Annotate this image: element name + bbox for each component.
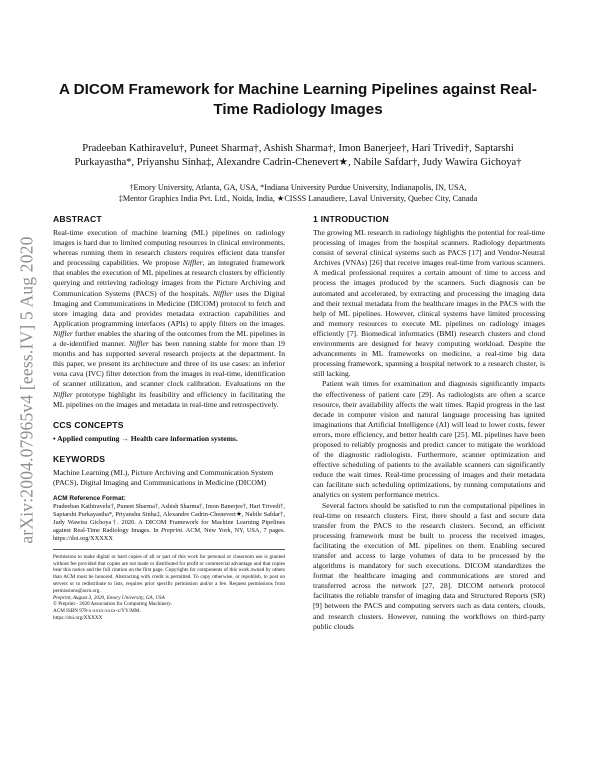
right-column — [313, 214, 545, 632]
paper-title: A DICOM Framework for Machine Learning Pipelines against Real-Time Radiology Images — [59, 81, 537, 118]
intro-paragraph: Several factors should be satisfied to run the computational pipelines in real-time on research clusters. First, there should a fast and secure data transfer from the PACS to the research clusters. Second, an efficient processing framework must be built to process the received images, facilitating the execution of ML pipelines on them. Enabling secured transfer and access to large volumes of data to be processed by the algorithms is mandatory for such executions. DICOM standardizes the format the healthcare imaging and communications are stored and transferred across the network [27, 28]. DICOM network protocol facilitates the reliable transfer of imaging data and Structured Reports (SR) [9] between the PACS and computing servers such as data centers, clouds, and research clusters. However, running the workflows on third-party public clouds — [313, 500, 545, 631]
abstract-fragment: uses the Digital Imaging and Communications in Medicine (DICOM) protocol to fetch and store imaging data and provides metadata extraction capabilities and Application programming interfaces (APIs) to apply filters on the images. — [53, 288, 285, 328]
doi-link[interactable]: https://doi.org/XXXXX — [53, 615, 103, 622]
acm-reference-text: Pradeeban Kathiravelu†, Puneet Sharma†, Ashish Sharma†, Imon Banerjee†, Hari Trivedi†, Saptarshi Purkayastha*, Priyanshu Sinha‡, Alexandre Cadrin-Chenevert★, Nabile Safdar†, Judy Wawira Gichoya†. 2020. A DICOM Framework for Machine Learning Pipelines against Real-Time Radiology Images. In — [53, 502, 285, 534]
niffler-term: Niffler — [53, 389, 73, 399]
niffler-term: Niffler — [128, 339, 149, 349]
permission-text: Permission to make digital or hard copies of all or part of this work for personal or classroom use is granted without fee provided that copies are not made or distributed for profit or commercial advantage and that copies bear this notice and the full citation on the first page. Copyrights for components of this work owned by others than ACM must be honored. Abstracting with credit is permitted. To copy otherwise, or republish, to post on servers or to redistribute to lists, requires prior specific permission and/or a fee. Request permissions from permissions@acm.org. — [53, 553, 285, 594]
abstract-text — [53, 228, 285, 410]
abstract-fragment: further enables the sharing of the outcomes from the ML pipelines in a de-identified manner. — [53, 328, 285, 349]
ccs-heading: CCS CONCEPTS — [53, 419, 124, 430]
niffler-term: Niffler — [182, 258, 203, 268]
introduction-heading: 1 INTRODUCTION — [313, 214, 389, 224]
abstract-fragment: has been running stable for more than 19 months and has supported several research projects at the department. In this paper, we present its architecture and three of its use cases: an inferior vena cava (IVC) filter detection from the images in real-time, identification of scanner utilization, and scanner clock calibration. Evaluations on the — [53, 339, 285, 389]
abstract-fragment: , an integrated framework that enables the execution of ML pipelines at research clusters by efficiently querying and retrieving radiology images from the Picture Archiving and Communication Systems (PACS) of the hospitals. — [53, 258, 285, 298]
abstract-fragment: Real-time execution of machine learning (ML) pipelines on radiology images is hard due to limited computing resources in clinical environments, whereas running them in research clusters requires efficient data transfer and processing capabilities. We propose — [53, 228, 285, 268]
copyright-line: © Preprint - 2020 Association for Computing Machinery. — [53, 601, 172, 608]
abstract-heading: ABSTRACT — [53, 214, 102, 224]
acm-reference-heading: ACM Reference Format: — [53, 494, 126, 502]
acm-reference-venue: Preprint. — [161, 526, 184, 534]
ccs-item: • Applied computing → Health care information systems. — [53, 433, 238, 443]
keywords-text: Machine Learning (ML), Picture Archiving and Communication System (PACS), Digital Imaging and Communications in Medicine (DICOM) — [53, 467, 274, 487]
affiliations — [54, 182, 542, 204]
ccs-concept — [53, 434, 285, 444]
niffler-term: Niffler — [212, 288, 233, 298]
preprint-date: Preprint, August 3, 2020, — [53, 594, 107, 601]
arxiv-sidebar — [10, 200, 44, 580]
abstract-fragment: prototype highlight its feasibility and efficiency in facilitating the ML pipelines on the images and metadata in real-time and retrospectively. — [53, 389, 285, 409]
preprint-venue: Emory University, GA, USA — [106, 594, 165, 601]
permission-notice — [53, 554, 285, 622]
isbn-line: ACM ISBN 978-x-xxxx-xxxx-x/YY/MM. — [53, 608, 141, 615]
acm-reference-tail: ACM, New York, NY, USA, 7 pages. https://doi.org/XXXXX — [53, 526, 285, 542]
affiliation-line: †Emory University, Atlanta, GA, USA, *Indiana University Purdue University, Indianapolis, IN, USA, — [129, 183, 467, 192]
left-column — [53, 214, 285, 622]
introduction-text — [313, 228, 545, 632]
niffler-term: Niffler — [53, 328, 73, 338]
author-list: Pradeeban Kathiravelu†, Puneet Sharma†, Ashish Sharma†, Imon Banerjee†, Hari Trivedi†, Saptarshi Purkayastha*, Priyanshu Sinha‡, Alexandre Cadrin-Chenevert★, Nabile Safdar†, Judy Wawira Gichoya† — [74, 143, 522, 168]
affiliation-line: ‡Mentor Graphics India Pvt. Ltd., Noida, India, ★CISSS Lanaudiere, Laval University, Quebec City, Canada — [118, 194, 478, 203]
intro-paragraph: Patient wait times for examination and diagnosis significantly impacts the effectiveness of patient care [29]. As radiologists are often a scarce resource, their availability affects the wait times. Rapid progress in the last decade in computer vision and natural language processing has ignited imaginations that Artificial Intelligence (AI) will lead to lower costs, fewer errors, more efficiency, and better health care [25]. ML pipelines have been proposed to reliably prognosis and predict cancer to mitigate the workload of the diagnostic radiologists. Furthermore, scanner optimization and effective scheduling of patients to the available scanners can significantly reduce the wait times. Real-time processing of images and their metadata can facilitate such scheduling optimizations, by running computations and analytics on system performance metrics. — [313, 379, 545, 500]
keywords-heading: KEYWORDS — [53, 453, 106, 464]
intro-paragraph: The growing ML research in radiology highlights the potential for real-time processing of images from the hospital scanners. Radiology departments consist of several clinical systems such as PACS [17] and Vendor-Neutral Archives (VNAs) [26] that receive images real-time from various scanners. A medical professional requires a certain amount of time to access and process the images produced by the scanners. Such diagnosis can be automated and accelerated, by extracting and processing the imaging data and their textual metadata from the healthcare images in the PACS with the help of ML pipelines. However, clinical systems have limited processing and memory resources to execute ML pipelines on radiology images efficiently [7]. Biomedical informatics (BMI) research clusters and cloud environments are designed for heavy computing workload. Despite the advancements in ML frameworks on medicine, a real-time big data processing framework, spanning a hospital network to a research cluster, is still lacking. — [313, 228, 545, 379]
acm-reference — [53, 495, 285, 543]
arxiv-identifier: arXiv:2004.07965v4 [eess.IV] 5 Aug 2020 — [16, 236, 37, 544]
footnote-divider — [53, 549, 285, 550]
